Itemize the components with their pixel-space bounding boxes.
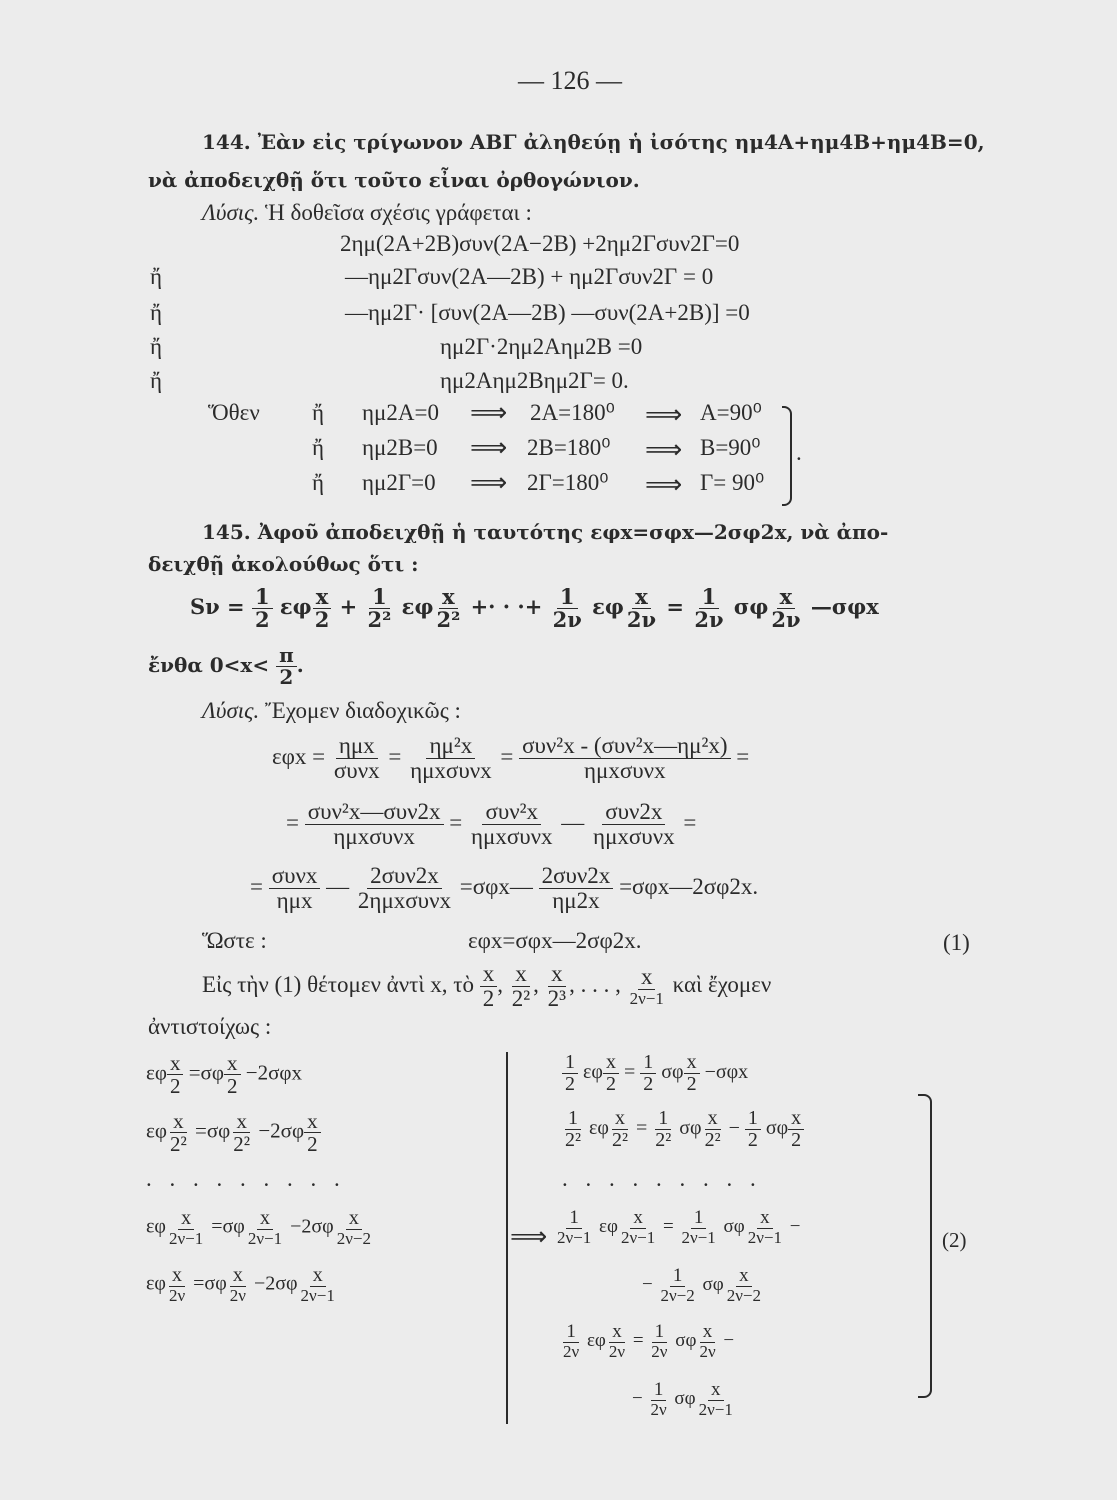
right-row: − $\frac{1}{2\nu-2}$ σφ $\frac{x}{2\nu-2}$ <box>642 1266 764 1305</box>
fraction: $\frac{\pi}{2}$ <box>276 645 297 688</box>
fraction: $\frac{x}{2\nu}$ <box>771 584 801 633</box>
fraction: $\frac{x}{2\nu-1}$ <box>747 1207 783 1247</box>
fraction: $\frac{1}{2}$ <box>252 586 273 631</box>
fraction: $\frac{x}{2\nu}$ <box>699 1321 716 1361</box>
derivation-line: = συνx ημx — 2συν2x 2ημxσυνx =σφx— 2συν2x ημ2x =σφx—2σφ2x. <box>250 863 759 914</box>
or-word: ἤ <box>312 435 325 460</box>
fraction: $\frac{x}{2\nu-1}$ <box>168 1207 204 1248</box>
problem-statement: Ἐὰν εἰς τρίγωνον ΑΒΓ ἀληθεύῃ ἡ ἰσότης ημ4Α+ημ4Β+ημ4Β=0, <box>257 130 985 154</box>
solution-intro: Λύσις. Ἡ δοθεῖσα σχέσις γράφεται : <box>202 200 532 225</box>
equation-ref-2: (2) <box>942 1228 967 1252</box>
implies-arrow: ⟹ <box>645 400 683 429</box>
fraction: συν²x ημxσυνx <box>471 799 553 850</box>
fraction: συν²x—συν2x ημxσυνx <box>305 800 444 849</box>
fraction: $\frac{x}{2\nu-1}$ <box>300 1264 335 1305</box>
fraction: $\frac{1}{2\nu-2}$ <box>660 1265 695 1305</box>
fraction: $\frac{x}{2\nu-1}$ <box>247 1207 283 1248</box>
fraction: $\frac{x}{2\nu-1}$ <box>698 1379 733 1419</box>
identity: εφx=σφx—2σφ2x. <box>468 928 642 953</box>
equation-ref-1: (1) <box>943 930 970 955</box>
fraction: $\frac{x}{2\nu-2}$ <box>726 1265 761 1305</box>
fraction: $\frac{x}{2}$ <box>224 1052 241 1097</box>
fraction: $\frac{x}{2\nu}$ <box>229 1264 246 1305</box>
right-row: $\frac{1}{2\nu-1}$ εφ $\frac{x}{2\nu-1}$ = $\frac{1}{2\nu-1}$ σφ $\frac{x}{2\nu-1}$ − <box>554 1208 800 1247</box>
fraction: $\frac{1}{2\nu}$ <box>694 584 724 633</box>
fraction: $\frac{x}{\text{2³}}$ <box>547 961 567 1012</box>
fraction: $\frac{x}{\text{2²}}$ <box>704 1107 721 1151</box>
right-brace <box>782 406 792 506</box>
equation: —ημ2Γσυν(2Α—2Β) + ημ2Γσυν2Γ = 0 <box>345 264 714 289</box>
fraction: $\frac{x}{2\nu}$ <box>168 1264 186 1305</box>
dots-row: . . . . . . . . . <box>146 1166 346 1191</box>
fraction: $\frac{x}{\text{2²}}$ <box>233 1109 251 1157</box>
fraction: $\frac{1}{\text{2²}}$ <box>367 584 392 633</box>
case-equation: 2Β=180⁰ <box>527 435 611 460</box>
left-row: εφ $\frac{x}{2}$ =σφ $\frac{x}{2}$ −2σφx <box>146 1051 303 1099</box>
case-equation: 2Α=180⁰ <box>530 400 615 425</box>
hence-word: Ὅθεν <box>208 400 260 425</box>
fraction: συν2x ημxσυνx <box>593 799 675 850</box>
implies-arrow: ⟹ <box>470 468 508 497</box>
fraction: $\frac{x}{2}$ <box>304 1110 321 1155</box>
fraction: $\frac{1}{2\nu-1}$ <box>681 1207 716 1247</box>
problem-145-line1 <box>202 520 888 544</box>
implies-arrow: ⟹ <box>510 1222 548 1251</box>
case-equation: ημ2Β=0 <box>362 435 438 460</box>
implies-arrow: ⟹ <box>470 398 508 427</box>
fraction: ημx συνx <box>333 733 380 784</box>
or-word: ἤ <box>312 470 325 495</box>
case-equation: Γ= 90⁰ <box>700 470 765 495</box>
implies-arrow: ⟹ <box>645 435 683 464</box>
period: . <box>796 440 802 465</box>
page-number: — 126 — <box>518 66 622 95</box>
or-word: ἤ <box>150 264 163 289</box>
derivation-line: εφx = ημx συνx = ημ²x ημxσυνx = συν²x - (συν²x—ημ²x) ημxσυνx = <box>272 733 750 784</box>
equation: ημ2Γ·2ημ2Αημ2Β =0 <box>440 334 643 359</box>
problem-number: 145. <box>202 520 251 544</box>
fraction: $\frac{x}{2}$ <box>167 1052 184 1097</box>
or-word: ἤ <box>150 300 163 325</box>
fraction: $\frac{1}{\text{2²}}$ <box>655 1107 672 1151</box>
fraction: $\frac{x}{2\nu}$ <box>626 584 657 633</box>
respectively-word: ἀντιστοίχως : <box>148 1014 272 1039</box>
left-row: εφ $\frac{x}{\text{2²}}$ =σφ $\frac{x}{\text{2²}}$ −2σφ $\frac{x}{2}$ <box>146 1110 321 1155</box>
fraction: $\frac{x}{\text{2²}}$ <box>611 1107 628 1151</box>
fraction: 2συν2x 2ημxσυνx <box>357 863 451 914</box>
sum-formula: Sν = $\frac{1}{2}$ εφ $\frac{x}{2}$ + $\frac{1}{\text{2²}}$ εφ $\frac{x}{\text{2²}}$ +· · ·+ $\frac{1}{2\nu}$ εφ $\frac{x}{2\nu}$ = $\frac{1}{2\nu}$ σφ $\frac{x}{2\nu}$ —σφx <box>190 584 879 633</box>
equation: 2ημ(2Α+2Β)συν(2Α−2Β) +2ημ2Γσυν2Γ=0 <box>340 231 740 256</box>
right-row: $\frac{1}{2}$ εφ $\frac{x}{2}$ = $\frac{1}{2}$ σφ $\frac{x}{2}$ −σφx <box>562 1052 748 1095</box>
case-equation: Α=90⁰ <box>700 400 762 425</box>
fraction: $\frac{1}{2\nu}$ <box>651 1321 668 1361</box>
case-equation: 2Γ=180⁰ <box>527 470 609 495</box>
problem-statement: Ἀφοῦ ἀποδειχθῇ ἡ ταυτότης εφx=σφx—2σφ2x, νὰ ἀπο- <box>257 520 889 544</box>
problem-145-line2: δειχθῇ ἀκολούθως ὅτι : <box>148 552 419 576</box>
right-row: $\frac{1}{2\nu}$ εφ $\frac{x}{2\nu}$ = $\frac{1}{2\nu}$ σφ $\frac{x}{2\nu}$ − <box>560 1322 734 1361</box>
fraction: ημ²x ημxσυνx <box>410 733 492 784</box>
hence-word: Ὥστε : <box>202 928 267 953</box>
fraction: $\frac{x}{2}$ <box>314 584 330 633</box>
or-word: ἤ <box>312 400 325 425</box>
fraction: $\frac{1}{2\nu}$ <box>552 584 582 633</box>
substitution-line: Εἰς τὴν (1) θέτομεν ἀντὶ x, τὸ $\frac{x}{2}$ , $\frac{x}{\text{2²}}$ , $\frac{x}{\text{2³}}$ , . . . , x 2ν−1 καὶ ἔχομεν <box>202 961 772 1012</box>
or-word: ἤ <box>150 334 163 359</box>
fraction: $\frac{x}{2\nu}$ <box>608 1321 626 1361</box>
case-equation: ημ2Α=0 <box>362 400 439 425</box>
or-word: ἤ <box>150 368 163 393</box>
fraction: συνx ημx <box>269 864 321 913</box>
fraction: $\frac{x}{\text{2²}}$ <box>169 1109 187 1157</box>
fraction: συν²x - (συν²x—ημ²x) ημxσυνx <box>519 734 730 783</box>
derivation-line: = συν²x—συν2x ημxσυνx = συν²x ημxσυνx — συν2x ημxσυνx = <box>286 799 697 850</box>
left-row: εφ $\frac{x}{2\nu}$ =σφ $\frac{x}{2\nu}$ −2σφ $\frac{x}{2\nu-1}$ <box>146 1265 338 1305</box>
implies-arrow: ⟹ <box>470 433 508 462</box>
dots-row: . . . . . . . . . <box>562 1166 762 1191</box>
right-row: − $\frac{1}{2\nu}$ σφ $\frac{x}{2\nu-1}$ <box>632 1380 736 1419</box>
equation: —ημ2Γ· [συν(2Α—2Β) —συν(2Α+2Β)] =0 <box>345 300 750 325</box>
fraction: $\frac{x}{2}$ <box>788 1108 804 1151</box>
case-equation: Β=90⁰ <box>700 435 761 460</box>
case-equation: ημ2Γ=0 <box>362 470 436 495</box>
fraction: $\frac{x}{\text{2²}}$ <box>511 961 531 1012</box>
right-brace <box>918 1094 932 1398</box>
fraction: $\frac{x}{2}$ <box>684 1052 700 1095</box>
problem-144-line2: νὰ ἀποδειχθῇ ὅτι τοῦτο εἶναι ὀρθογώνιον. <box>148 168 640 192</box>
solution-label: Λύσις. <box>202 200 260 225</box>
fraction: $\frac{x}{2\nu-2}$ <box>336 1207 372 1248</box>
fraction: 2συν2x ημ2x <box>539 864 614 913</box>
fraction: $\frac{1}{\text{2²}}$ <box>565 1107 581 1151</box>
implies-arrow: ⟹ <box>645 470 683 499</box>
solution-intro: Λύσις. Ἔχομεν διαδοχικῶς : <box>202 698 461 723</box>
fraction: $\frac{1}{2}$ <box>745 1108 761 1151</box>
fraction: $\frac{1}{2}$ <box>640 1052 656 1095</box>
condition: ἔνθα 0<x< $\frac{\pi}{2}$ . <box>148 643 304 689</box>
column-divider <box>506 1052 508 1424</box>
equation: ημ2Αημ2Βημ2Γ= 0. <box>440 368 629 393</box>
fraction: x 2ν−1 <box>629 964 664 1009</box>
problem-144-line1 <box>202 130 985 154</box>
problem-number: 144. <box>202 130 251 154</box>
right-row: $\frac{1}{\text{2²}}$ εφ $\frac{x}{\text{2²}}$ = $\frac{1}{\text{2²}}$ σφ $\frac{x}{\text{2²}}$ − $\frac{1}{2}$ σφ $\frac{x}{2}$ <box>562 1108 804 1151</box>
solution-label: Λύσις. <box>202 698 260 723</box>
fraction: $\frac{1}{2\nu}$ <box>650 1379 667 1419</box>
fraction: $\frac{1}{2\nu-1}$ <box>557 1207 592 1247</box>
fraction: $\frac{x}{2}$ <box>603 1052 619 1095</box>
fraction: $\frac{1}{2}$ <box>562 1052 578 1095</box>
left-row: εφ $\frac{x}{2\nu-1}$ =σφ $\frac{x}{2\nu-1}$ −2σφ $\frac{x}{2\nu-2}$ <box>146 1208 374 1248</box>
fraction: $\frac{x}{2\nu-1}$ <box>620 1207 656 1247</box>
fraction: $\frac{x}{2}$ <box>480 962 498 1011</box>
fraction: $\frac{1}{2\nu}$ <box>563 1321 580 1361</box>
fraction: $\frac{x}{\text{2²}}$ <box>436 584 461 633</box>
